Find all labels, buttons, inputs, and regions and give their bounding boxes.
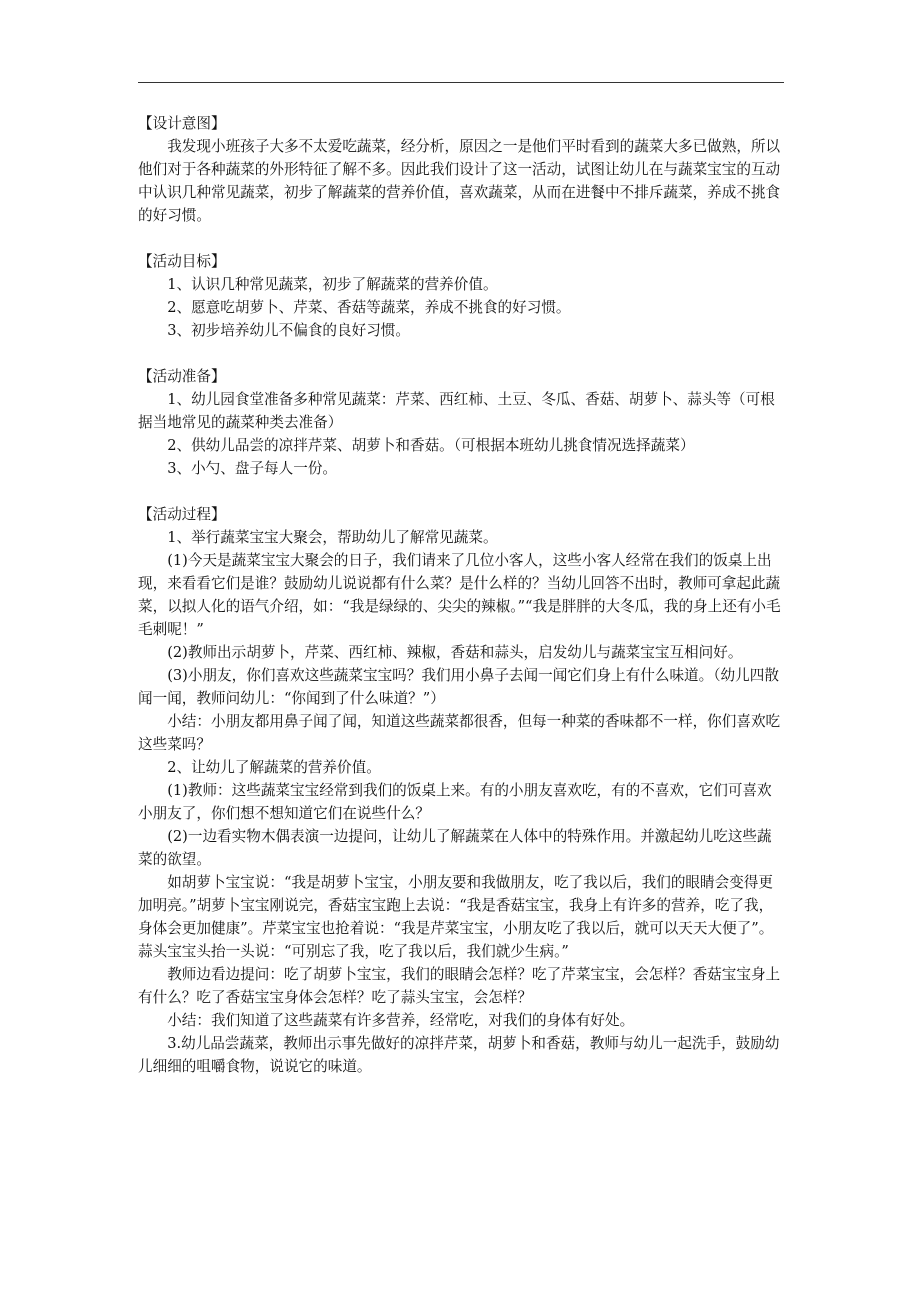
document-body (138, 112, 784, 1101)
section-design-intent (138, 112, 784, 227)
paragraph: 1、幼儿园食堂准备多种常见蔬菜：芹菜、西红柿、土豆、冬瓜、香菇、胡萝卜、蒜头等（可根据当地常见的蔬菜种类去准备） (138, 391, 775, 431)
paragraph: (2)一边看实物木偶表演一边提问，让幼儿了解蔬菜在人体中的特殊作用。并激起幼儿吃这些蔬菜的欲望。 (138, 828, 772, 868)
paragraph: 我发现小班孩子大多不太爱吃蔬菜，经分析，原因之一是他们平时看到的蔬菜大多已做熟，所以他们对于各种蔬菜的外形特征了解不多。因此我们设计了这一活动，试图让幼儿在与蔬菜宝宝的互动中认识几种常见蔬菜，初步了解蔬菜的营养价值，喜欢蔬菜，从而在进餐中不排斥蔬菜，养成不挑食的好习惯。 (138, 138, 781, 224)
section-preparation (138, 365, 784, 480)
section-heading: 【活动准备】 (138, 368, 226, 385)
section-goals (138, 250, 784, 342)
paragraph: (2)教师出示胡萝卜，芹菜、西红柿、辣椒，香菇和蒜头，启发幼儿与蔬菜宝宝互相问好。 (167, 644, 743, 661)
paragraph: 3、初步培养幼儿不偏食的良好习惯。 (167, 322, 410, 339)
paragraph: 小结：我们知道了这些蔬菜有许多营养，经常吃，对我们的身体有好处。 (167, 1012, 635, 1029)
section-process (138, 503, 784, 1078)
section-heading: 【活动目标】 (138, 253, 226, 270)
paragraph: 小结：小朋友都用鼻子闻了闻，知道这些蔬菜都很香，但每一种菜的香味都不一样，你们喜欢吃这些菜吗？ (138, 713, 781, 753)
paragraph: 3、小勺、盘子每人一份。 (167, 460, 338, 477)
paragraph: 2、供幼儿品尝的凉拌芹菜、胡萝卜和香菇。（可根据本班幼儿挑食情况选择蔬菜） (167, 437, 695, 454)
section-heading: 【设计意图】 (138, 115, 226, 132)
paragraph: 如胡萝卜宝宝说：“我是胡萝卜宝宝，小朋友要和我做朋友，吃了我以后，我们的眼睛会变得更加明亮。”胡萝卜宝宝刚说完，香菇宝宝跑上去说：“我是香菇宝宝，我身上有许多的营养，吃了我，身体会更加健康”。芹菜宝宝也抢着说：“我是芹菜宝宝，小朋友吃了我以后，就可以天天大便了”。蒜头宝宝头抬一头说：“可别忘了我，吃了我以后，我们就少生病。” (138, 874, 774, 960)
section-heading: 【活动过程】 (138, 506, 226, 523)
header-rule (138, 82, 784, 83)
paragraph: 1、认识几种常见蔬菜，初步了解蔬菜的营养价值。 (167, 276, 498, 293)
paragraph: 2、愿意吃胡萝卜、芹菜、香菇等蔬菜，养成不挑食的好习惯。 (167, 299, 571, 316)
paragraph: 教师边看边提问：吃了胡萝卜宝宝，我们的眼睛会怎样？吃了芹菜宝宝，会怎样？香菇宝宝身上有什么？吃了香菇宝宝身体会怎样？吃了蒜头宝宝，会怎样？ (138, 966, 781, 1006)
paragraph: 2、让幼儿了解蔬菜的营养价值。 (167, 759, 381, 776)
paragraph: (1)教师：这些蔬菜宝宝经常到我们的饭桌上来。有的小朋友喜欢吃，有的不喜欢，它们可喜欢小朋友了，你们想不想知道它们在说些什么？ (138, 782, 772, 822)
paragraph: 3.幼儿品尝蔬菜，教师出示事先做好的凉拌芹菜，胡萝卜和香菇，教师与幼儿一起洗手，鼓励幼儿细细的咀嚼食物，说说它的味道。 (138, 1035, 780, 1075)
paragraph: (1)今天是蔬菜宝宝大聚会的日子，我们请来了几位小客人，这些小客人经常在我们的饭桌上出现，来看看它们是谁？鼓励幼儿说说都有什么菜？是什么样的？当幼儿回答不出时，教师可拿起此蔬菜，以拟人化的语气介绍，如：“我是绿绿的、尖尖的辣椒。”“我是胖胖的大冬瓜，我的身上还有小毛毛刺呢！” (138, 552, 781, 638)
paragraph: 1、举行蔬菜宝宝大聚会，帮助幼儿了解常见蔬菜。 (167, 529, 498, 546)
paragraph: (3)小朋友，你们喜欢这些蔬菜宝宝吗？我们用小鼻子去闻一闻它们身上有什么味道。（幼儿四散闻一闻，教师问幼儿：“你闻到了什么味道？”） (138, 667, 779, 707)
